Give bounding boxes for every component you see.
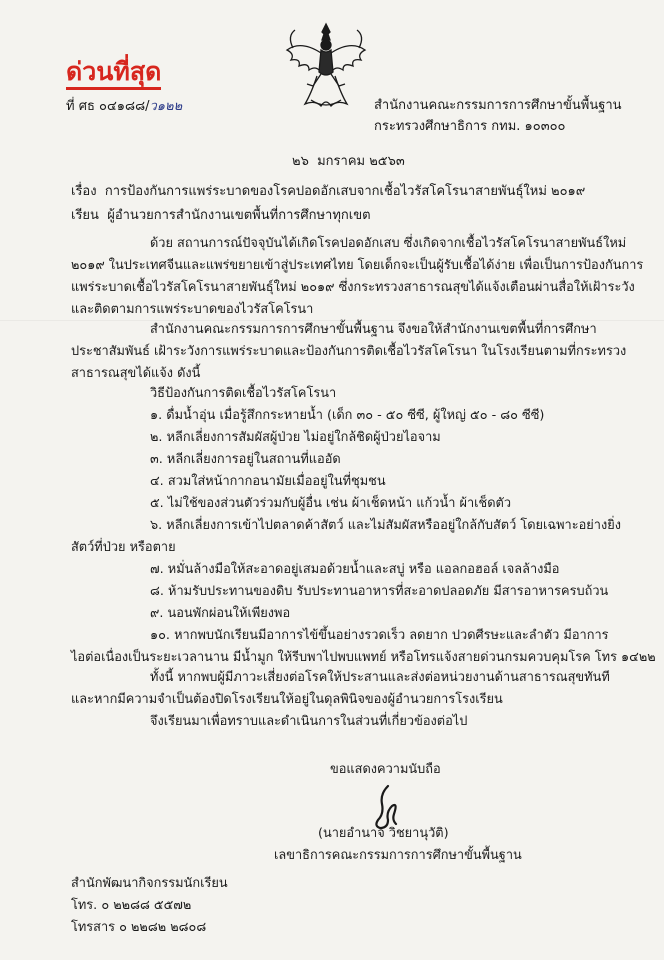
document-number-handwritten: ว๑๒๒ xyxy=(149,99,183,114)
paragraph-2-line: สาธารณสุขได้แจ้ง ดังนี้ xyxy=(71,366,201,381)
document-number-prefix: ที่ ศธ ๐๔๑๘๘/ xyxy=(66,99,150,114)
method-item-continuation: ไอต่อเนื่องเป็นระยะเวลานาน มีน้ำมูก ให้รีบพาไปพบแพทย์ หรือโทรแจ้งสายด่วนกรมควบคุมโรค โทร ๑๔๒๒ xyxy=(71,650,656,665)
method-item: ๙. นอนพักผ่อนให้เพียงพอ xyxy=(150,606,291,621)
signature-icon xyxy=(366,784,402,830)
footer-fax: โทรสาร ๐ ๒๒๘๒ ๒๘๐๘ xyxy=(71,920,207,935)
method-item: ๕. ไม่ใช้ของส่วนตัวร่วมกับผู้อื่น เช่น ผ้าเช็ดหน้า แก้วน้ำ ผ้าเช็ดตัว xyxy=(150,496,512,511)
footer-tel: โทร. ๐ ๒๒๘๘ ๕๕๗๒ xyxy=(71,898,192,913)
method-item: ๔. สวมใส่หน้ากากอนามัยเมื่ออยู่ในที่ชุมชน xyxy=(150,474,386,489)
paragraph-1-line: แพร่ระบาดเชื้อไวรัสโคโรนาสายพันธุ์ใหม่ ๒๐๑๙ ซึ่งกระทรวงสาธารณสุขได้แจ้งเตือนผ่านสื่อให้เฝ้าระวัง xyxy=(71,280,635,295)
subject-line xyxy=(71,184,585,200)
method-item-continuation: สัตว์ที่ป่วย หรือตาย xyxy=(71,540,176,555)
document-date xyxy=(292,154,405,170)
method-item: ๓. หลีกเลี่ยงการอยู่ในสถานที่แออัด xyxy=(150,452,341,467)
method-item: ๗. หมั่นล้างมือให้สะอาดอยู่เสมอด้วยน้ำและสบู่ หรือ แอลกอฮอล์ เจลล้างมือ xyxy=(150,562,560,577)
paragraph-1-line: และติดตามการแพร่ระบาดของไวรัสโคโรนา xyxy=(71,302,314,317)
document-number xyxy=(66,99,182,115)
methods-heading: วิธีป้องกันการติดเชื้อไวรัสโคโรนา xyxy=(150,386,337,401)
footer-office: สำนักพัฒนากิจกรรมนักเรียน xyxy=(71,876,228,891)
recipient-label: เรียน xyxy=(71,208,99,223)
method-item: ๖. หลีกเลี่ยงการเข้าไปตลาดค้าสัตว์ และไม่สัมผัสหรืออยู่ใกล้กับสัตว์ โดยเฉพาะอย่างยิ่ง xyxy=(150,518,621,533)
date-month-year: มกราคม ๒๕๖๓ xyxy=(317,154,405,169)
paragraph-3-line: และหากมีความจำเป็นต้องปิดโรงเรียนให้อยู่ในดุลพินิจของผู้อำนวยการโรงเรียน xyxy=(71,692,503,707)
signer-title: เลขาธิการคณะกรรมการการศึกษาขั้นพื้นฐาน xyxy=(274,848,522,863)
recipient-text: ผู้อำนวยการสำนักงานเขตพื้นที่การศึกษาทุกเขต xyxy=(107,208,371,223)
garuda-emblem-icon xyxy=(281,20,371,112)
subject-text: การป้องกันการแพร่ระบาดของโรคปอดอักเสบจากเชื้อไวรัสโคโรนาสายพันธุ์ใหม่ ๒๐๑๙ xyxy=(104,184,586,199)
recipient-line xyxy=(71,208,371,224)
paper-fold xyxy=(0,320,664,321)
paragraph-2-line: สำนักงานคณะกรรมการการศึกษาขั้นพื้นฐาน จึงขอให้สำนักงานเขตพื้นที่การศึกษา xyxy=(150,322,597,337)
method-item: ๑๐. หากพบนักเรียนมีอาการไข้ขึ้นอย่างรวดเร็ว ลดยาก ปวดศีรษะและลำตัว มีอาการ xyxy=(150,628,609,643)
paragraph-3-line: ทั้งนี้ หากพบผู้มีภาวะเสี่ยงต่อโรคให้ประสานและส่งต่อหน่วยงานด้านสาธารณสุขทันที xyxy=(150,670,610,685)
paragraph-1-line: ด้วย สถานการณ์ปัจจุบันได้เกิดโรคปอดอักเสบ ซึ่งเกิดจากเชื้อไวรัสโคโรนาสายพันธ์ใหม่ xyxy=(150,236,627,251)
method-item: ๘. ห้ามรับประทานของดิบ รับประทานอาหารที่สะอาดปลอดภัย มีสารอาหารครบถ้วน xyxy=(150,584,609,599)
signer-name: (นายอำนาจ วิชยานุวัติ) xyxy=(318,826,449,841)
agency-name: สำนักงานคณะกรรมการการศึกษาขั้นพื้นฐาน xyxy=(374,98,622,113)
subject-label: เรื่อง xyxy=(71,184,97,199)
paragraph-1-line: ๒๐๑๙ ในประเทศจีนและแพร่ขยายเข้าสู่ประเทศไทย โดยเด็กจะเป็นผู้รับเชื้อได้ง่าย เพื่อเป็นการป้องกันการ xyxy=(71,258,644,273)
method-item: ๒. หลีกเลี่ยงการสัมผัสผู้ป่วย ไม่อยู่ใกล้ชิดผู้ป่วยไอจาม xyxy=(150,430,441,445)
urgent-stamp: ด่วนที่สุด xyxy=(66,58,161,90)
closing-request: จึงเรียนมาเพื่อทราบและดำเนินการในส่วนที่เกี่ยวข้องต่อไป xyxy=(150,714,468,729)
agency-address: กระทรวงศึกษาธิการ กทม. ๑๐๓๐๐ xyxy=(374,119,566,134)
paragraph-2-line: ประชาสัมพันธ์ เฝ้าระวังการแพร่ระบาดและป้องกันการติดเชื้อไวรัสโคโรนา ในโรงเรียนตามที่กระทรวง xyxy=(71,344,627,359)
method-item: ๑. ดื่มน้ำอุ่น เมื่อรู้สึกกระหายน้ำ (เด็ก ๓๐ - ๕๐ ซีซี, ผู้ใหญ่ ๕๐ - ๘๐ ซีซี) xyxy=(150,408,545,423)
closing-salutation: ขอแสดงความนับถือ xyxy=(330,762,441,777)
date-day: ๒๖ xyxy=(292,154,309,169)
